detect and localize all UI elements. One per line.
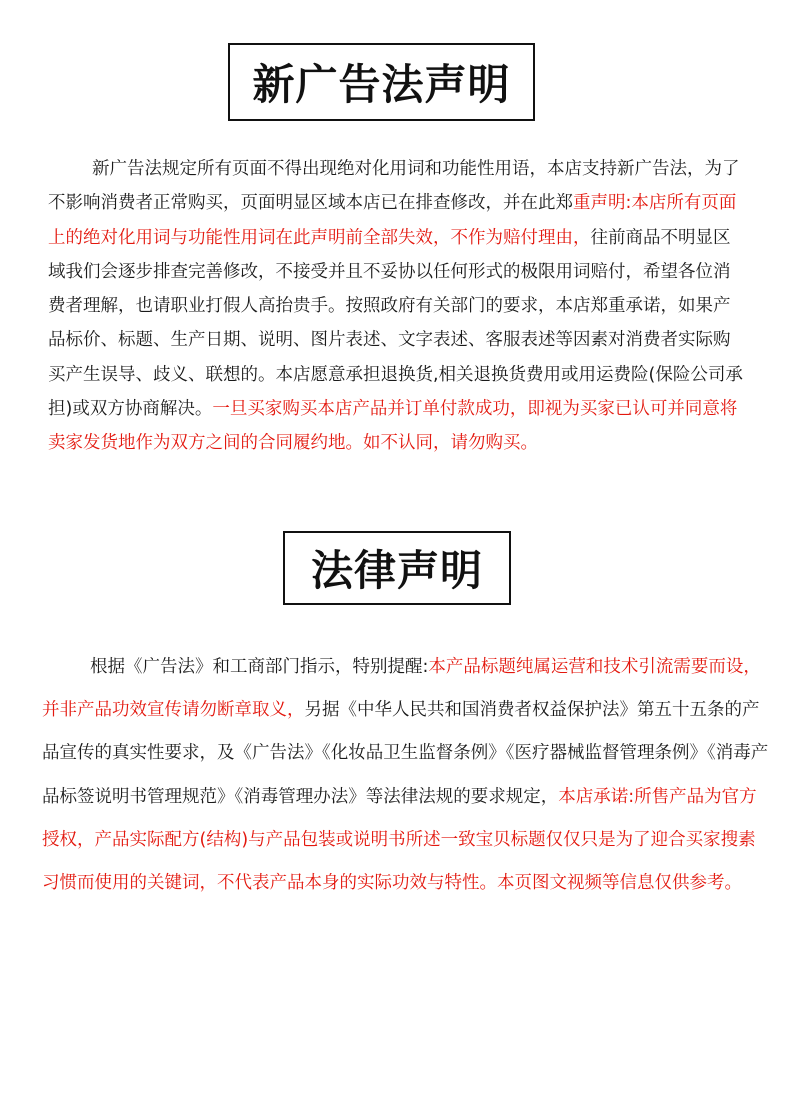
legal-title-text: 法律声明 [310, 546, 483, 595]
legal-text-2: 本产品标题纯属运营和技术引流需要而设，并非产品功效宣传请勿断章取义， [42, 657, 761, 721]
legal-text-4: 本店承诺:所售产品为官方授权，产品实际配方(结构)与产品包装或说明书所述一致宝贝标题仅仅只是为了迎合买家搜素习惯而使用的关键词，不代表产品本身的实际功效与特性。本页图文视频等信息仅供参考。 [42, 786, 757, 894]
ad-law-text-3: 往前商品不明显区域我们会逐步排查完善修改，不接受并且不妥协以任何形式的极限用词赔付，希望各位消费者理解，也请职业打假人高抬贵手。按照政府有关部门的要求，本店郑重承诺，如果产品标价、标题、生产日期、说明、图片表述、文字表述、客服表述等因素对消费者实际购买产生误导、歧义、联想的。本店愿意承担退换货,相关退换货费用或用运费险(保险公司承担)或双方协商解决。 [48, 227, 743, 420]
ad-law-title-text: 新广告法声明 [252, 60, 511, 109]
ad-law-title [228, 43, 535, 121]
ad-law-paragraph [48, 152, 744, 461]
legal-paragraph [42, 646, 770, 905]
ad-law-text-4: 一旦买家购买本店产品并订单付款成功，即视为买家已认可并同意将卖家发货地作为双方之间的合同履约地。如不认同，请勿购买。 [48, 399, 738, 454]
legal-title [283, 531, 511, 605]
ad-law-text-1: 新广告法规定所有页面不得出现绝对化用词和功能性用语，本店支持新广告法，为了不影响消费者正常购买，页面明显区域本店已在排查修改，并在此郑 [48, 159, 740, 214]
legal-text-3: 另据《中华人民共和国消费者权益保护法》第五十五条的产品宣传的真实性要求，及《广告法》《化妆品卫生监督条例》《医疗器械监督管理条例》《消毒产品标签说明书管理规范》《消毒管理办法》等法律法规的要求规定， [42, 700, 769, 807]
legal-text-1: 根据《广告法》和工商部门指示，特别提醒: [90, 657, 429, 677]
ad-law-text-2: 重声明:本店所有页面上的绝对化用词与功能性用词在此声明前全部失效，不作为赔付理由， [48, 193, 737, 248]
